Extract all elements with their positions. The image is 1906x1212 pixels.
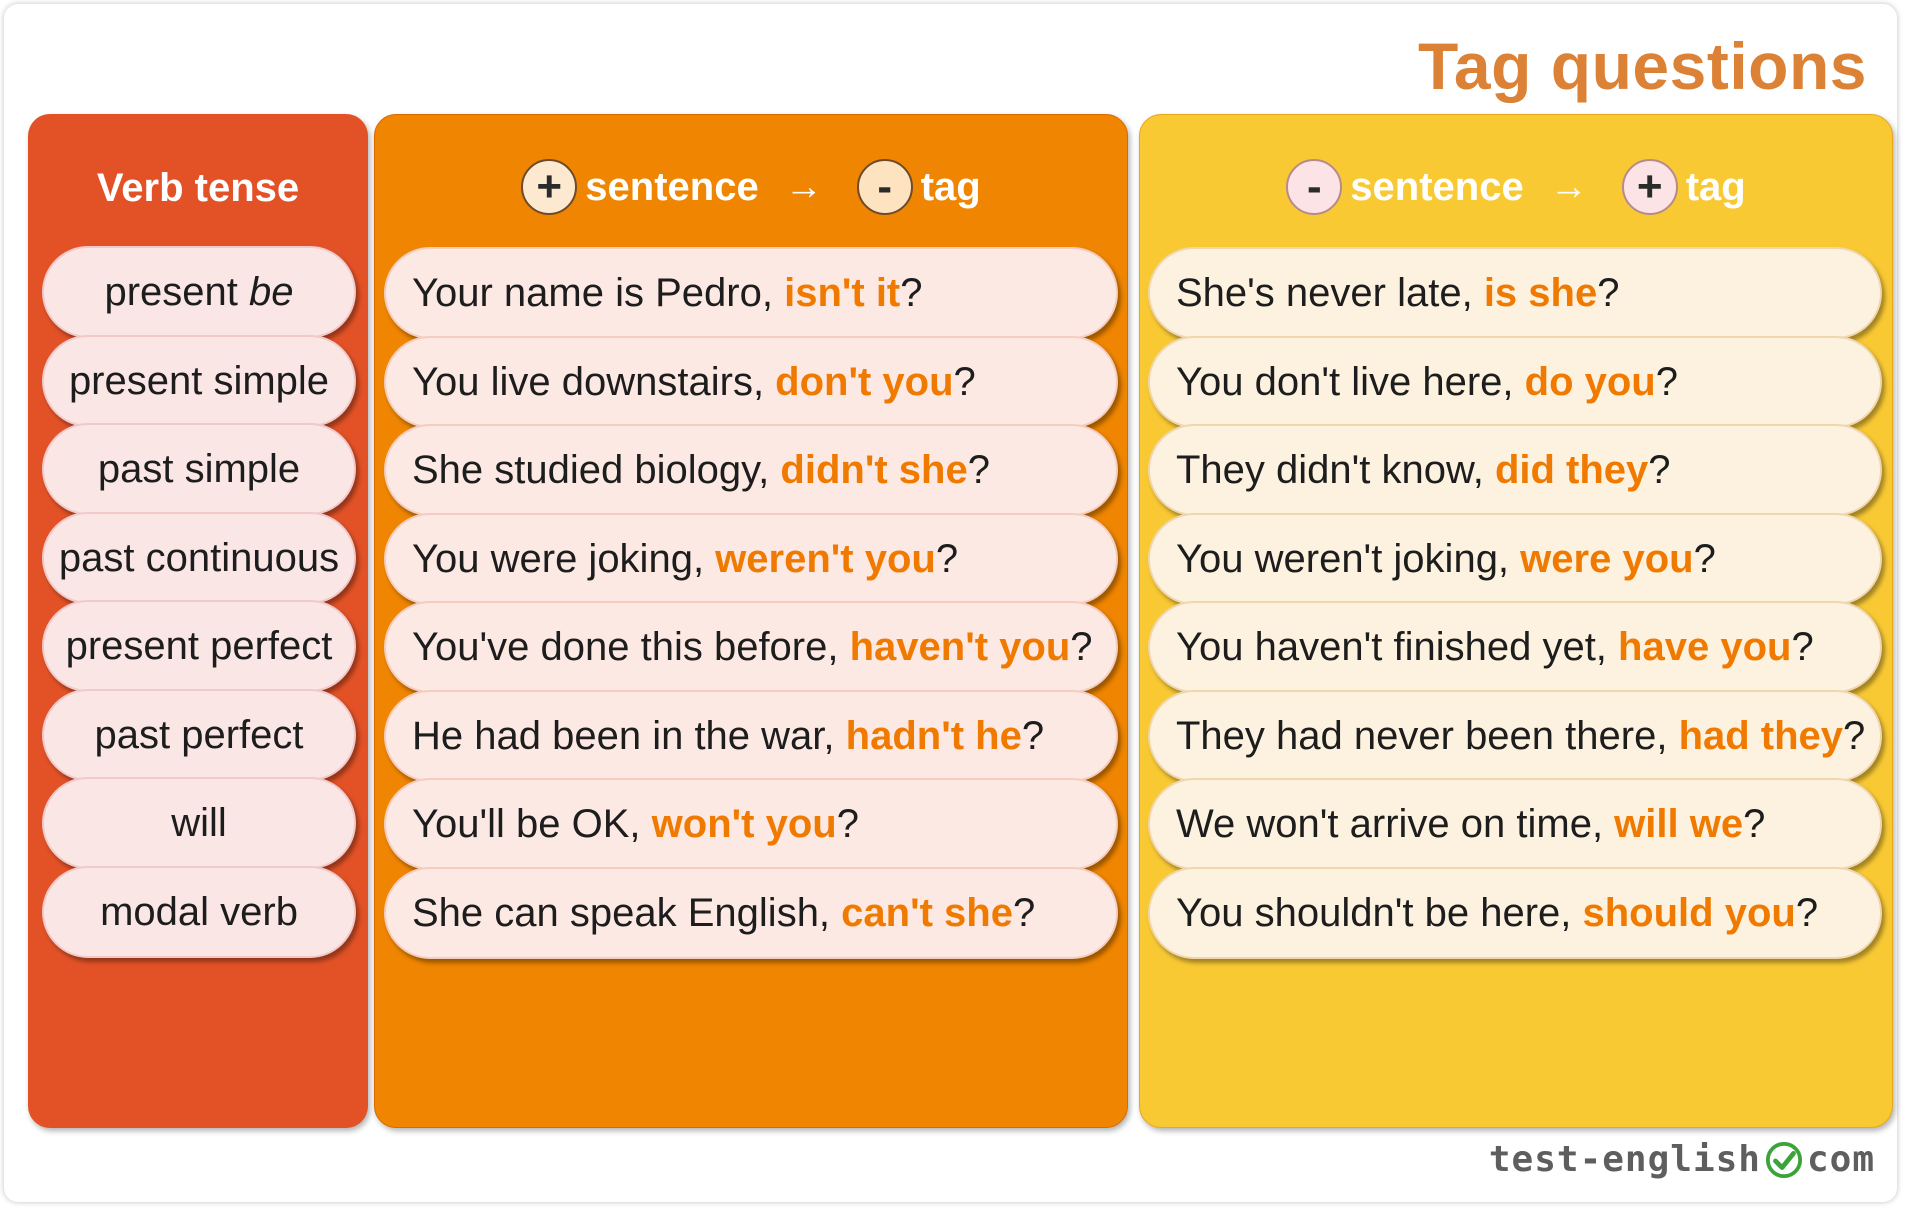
question-mark: ? — [1843, 713, 1866, 758]
arrow-right-icon: → — [1549, 165, 1588, 208]
verb-tense-label: present perfect — [65, 623, 333, 668]
question-tag: don't you — [775, 359, 954, 404]
positive-example-item — [384, 601, 1118, 693]
negative-sentence-panel — [1139, 114, 1893, 1128]
sentence-text: You haven't finished yet, — [1176, 624, 1619, 669]
verb-tense-item — [42, 689, 356, 781]
verb-tense-label: past continuous — [58, 535, 340, 580]
question-tag: can't she — [841, 890, 1013, 935]
question-mark: ? — [1743, 801, 1766, 846]
verb-tense-item — [42, 777, 356, 869]
verb-tense-label: present simple — [68, 358, 330, 403]
plus-sign-icon: + — [521, 159, 577, 215]
page-title: Tag questions — [1418, 29, 1867, 103]
positive-example-item — [384, 336, 1118, 428]
verb-tense-header: Verb tense — [96, 166, 300, 210]
logo-text-left: test-english — [1488, 1139, 1761, 1180]
positive-example-item — [384, 247, 1118, 339]
question-mark: ? — [1012, 890, 1036, 935]
question-tag: won't you — [651, 801, 837, 846]
minus-sign-icon: - — [857, 159, 913, 215]
negative-example-item — [1148, 513, 1882, 605]
sentence-text: She studied biology, — [412, 447, 781, 492]
sentence-text: You were joking, — [412, 536, 716, 581]
negative-example-item — [1148, 690, 1882, 782]
question-mark: ? — [836, 801, 859, 846]
question-mark: ? — [1693, 536, 1716, 581]
positive-example-item — [384, 513, 1118, 605]
sentence-text: She can speak English, — [412, 890, 842, 935]
positive-example-item — [384, 778, 1118, 870]
verb-tense-label: will — [171, 800, 227, 845]
verb-tense-item — [42, 423, 356, 515]
sentence-text: You live downstairs, — [412, 359, 776, 404]
negative-column-header — [1140, 153, 1892, 221]
sentence-text: You'll be OK, — [412, 801, 652, 846]
verb-tense-item — [42, 600, 356, 692]
question-mark: ? — [1597, 270, 1620, 315]
verb-tense-item — [42, 246, 356, 338]
positive-example-item — [384, 690, 1118, 782]
sentence-text: You've done this before, — [412, 624, 850, 669]
question-tag: had they — [1678, 713, 1844, 758]
sentence-label: sentence — [1350, 164, 1524, 209]
verb-tense-label: past perfect — [94, 712, 304, 757]
positive-column-header — [375, 153, 1127, 221]
negative-example-item — [1148, 867, 1882, 959]
question-tag: isn't it — [784, 270, 901, 315]
tag-label: tag — [1685, 164, 1746, 209]
question-tag: hadn't he — [845, 713, 1022, 758]
question-mark: ? — [935, 536, 959, 581]
question-tag: didn't she — [780, 447, 968, 492]
negative-example-item — [1148, 601, 1882, 693]
question-mark: ? — [953, 359, 976, 404]
question-tag: have you — [1618, 624, 1792, 669]
minus-sign-icon: - — [1286, 159, 1342, 215]
verb-tense-panel — [28, 114, 368, 1128]
verb-tense-label: past simple — [97, 446, 301, 491]
question-mark: ? — [1648, 447, 1671, 492]
verb-tense-label: present — [104, 269, 250, 314]
question-tag: will we — [1614, 801, 1744, 846]
sentence-text: Your name is Pedro, — [412, 270, 785, 315]
sentence-text: You shouldn't be here, — [1176, 890, 1583, 935]
arrow-right-icon: → — [784, 165, 823, 208]
negative-example-item — [1148, 424, 1882, 516]
check-icon — [1765, 1141, 1803, 1179]
question-tag: did they — [1494, 447, 1649, 492]
question-mark: ? — [1070, 624, 1093, 669]
question-mark: ? — [1655, 359, 1678, 404]
sentence-text: They had never been there, — [1176, 713, 1679, 758]
chart-frame — [4, 4, 1897, 1202]
sentence-text: You don't live here, — [1176, 359, 1525, 404]
sentence-label: sentence — [585, 164, 759, 209]
question-tag: do you — [1524, 359, 1656, 404]
verb-tense-item — [42, 866, 356, 958]
positive-example-item — [384, 424, 1118, 516]
question-tag: is she — [1483, 270, 1598, 315]
logo-text-right: com — [1806, 1139, 1875, 1180]
verb-tense-item — [42, 512, 356, 604]
verb-tense-item — [42, 335, 356, 427]
question-mark: ? — [1791, 624, 1814, 669]
question-mark: ? — [1021, 713, 1045, 758]
sentence-text: They didn't know, — [1176, 447, 1495, 492]
negative-example-item — [1148, 247, 1882, 339]
positive-example-item — [384, 867, 1118, 959]
question-tag: haven't you — [849, 624, 1071, 669]
question-mark: ? — [967, 447, 990, 492]
question-tag: weren't you — [715, 536, 936, 581]
sentence-text: He had been in the war, — [412, 713, 846, 758]
positive-sentence-panel — [374, 114, 1128, 1128]
site-logo — [1489, 1139, 1875, 1180]
negative-example-item — [1148, 336, 1882, 428]
question-tag: should you — [1582, 890, 1796, 935]
verb-tense-label: modal verb — [100, 889, 298, 934]
tag-label: tag — [920, 164, 981, 209]
sentence-text: You weren't joking, — [1176, 536, 1521, 581]
question-tag: were you — [1520, 536, 1694, 581]
question-mark: ? — [900, 270, 923, 315]
plus-sign-icon: + — [1622, 159, 1678, 215]
question-mark: ? — [1795, 890, 1819, 935]
negative-example-item — [1148, 778, 1882, 870]
sentence-text: We won't arrive on time, — [1176, 801, 1615, 846]
sentence-text: She's never late, — [1176, 270, 1484, 315]
verb-tense-italic: be — [249, 269, 294, 314]
